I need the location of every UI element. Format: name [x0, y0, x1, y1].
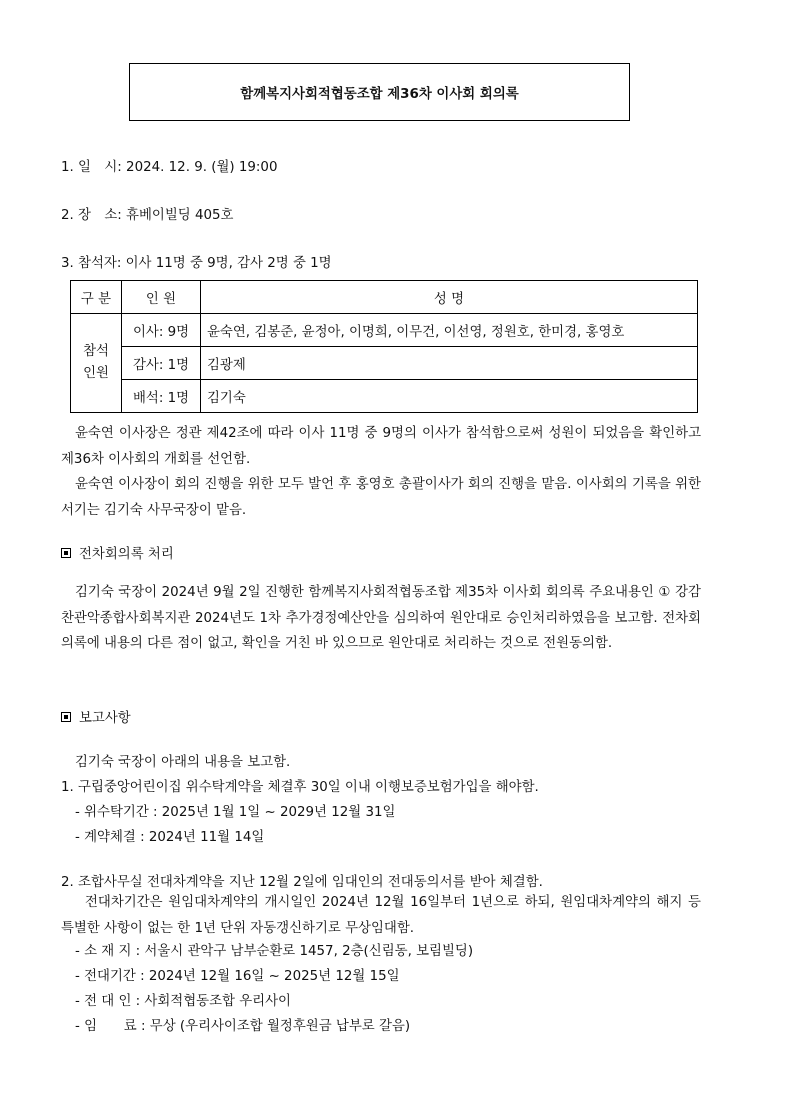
intro-paragraph-2: 윤숙연 이사장이 회의 진행을 위한 모두 발언 후 홍영호 총괄이사가 회의 진행을 맡음. 이사회의 기록을 위한 서기는 김기숙 사무국장이 맡음.: [61, 477, 701, 518]
report-item-2-detail: - 전 대 인 : 사회적협동조합 우리사이: [75, 994, 291, 1009]
square-bullet-icon: [61, 548, 71, 558]
meeting-date: 1. 일 시: 2024. 12. 9. (월) 19:00: [61, 160, 278, 175]
table-row: [71, 347, 698, 380]
table-cell: 김기숙: [201, 380, 698, 413]
report-item-1-detail: - 계약체결 : 2024년 11월 14일: [75, 830, 265, 845]
table-cell: 감사: 1명: [122, 347, 201, 380]
table-cell: 배석: 1명: [122, 380, 201, 413]
table-row: [71, 380, 698, 413]
meeting-attendees: 3. 참석자: 이사 11명 중 9명, 감사 2명 중 1명: [61, 256, 332, 271]
report-item-1: 1. 구립중앙어린이집 위수탁계약을 체결후 30일 이내 이행보증보험가입을 해야함.: [61, 780, 539, 795]
intro-paragraphs: [61, 421, 701, 523]
table-cell: 윤숙연, 김봉준, 윤정아, 이명희, 이무건, 이선영, 정원호, 한미경, 홍영호: [201, 314, 698, 347]
table-cell: 김광제: [201, 347, 698, 380]
table-cell: 이사: 9명: [122, 314, 201, 347]
table-header: 성 명: [201, 281, 698, 314]
section1-body: [61, 580, 701, 657]
document-title: 함께복지사회적협동조합 제36차 이사회 회의록: [129, 63, 630, 121]
report-item-2-body: [61, 890, 701, 941]
report-item-2-detail: - 소 재 지 : 서울시 관악구 남부순환로 1457, 2층(신림동, 보림빌딩): [75, 944, 474, 959]
table-row: [71, 314, 698, 347]
attendance-table: [70, 280, 698, 413]
report-lead: 김기숙 국장이 아래의 내용을 보고함.: [75, 755, 291, 770]
report-item-2-detail: - 임 료 : 무상 (우리사이조합 월정후원금 납부로 갈음): [75, 1019, 411, 1034]
intro-paragraph-1: 윤숙연 이사장은 정관 제42조에 따라 이사 11명 중 9명의 이사가 참석함으로써 성원이 되었음을 확인하고 제36차 이사회의 개회를 선언함.: [61, 426, 701, 467]
group-label: 참석 인원: [71, 314, 122, 413]
report-item-2-detail: - 전대기간 : 2024년 12월 16일 ~ 2025년 12월 15일: [75, 969, 400, 984]
meeting-place: 2. 장 소: 휴베이빌딩 405호: [61, 208, 234, 223]
section1-paragraph: 김기숙 국장이 2024년 9월 2일 진행한 함께복지사회적협동조합 제35차 이사회 회의록 주요내용인 ① 강감찬관악종합사회복지관 2024년도 1차 추가경정예산안을 심의하여 원안대로 승인처리하였음을 보고함. 전차회의록에 내용의 다른 점이 없고, 확인을 거친 바 있으므로 원안대로 처리하는 것으로 전원동의함.: [61, 585, 701, 651]
table-header: 인 원: [122, 281, 201, 314]
report-item-1-detail: - 위수탁기간 : 2025년 1월 1일 ~ 2029년 12월 31일: [75, 805, 396, 820]
section-heading: [61, 707, 131, 726]
report-item-2: 2. 조합사무실 전대차계약을 지난 12월 2일에 임대인의 전대동의서를 받아 체결함.: [61, 875, 543, 890]
section-heading-label: 보고사항: [79, 711, 131, 726]
table-header: 구 분: [71, 281, 122, 314]
report-item-2-paragraph: 전대차기간은 원임대차계약의 개시일인 2024년 12월 16일부터 1년으로 하되, 원임대차계약의 해지 등 특별한 사항이 없는 한 1년 단위 자동갱신하기로 무상임대함.: [61, 895, 701, 936]
square-bullet-icon: [61, 712, 71, 722]
section-heading-label: 전차회의록 처리: [79, 547, 174, 562]
table-header-row: [71, 281, 698, 314]
section-heading: [61, 543, 174, 562]
